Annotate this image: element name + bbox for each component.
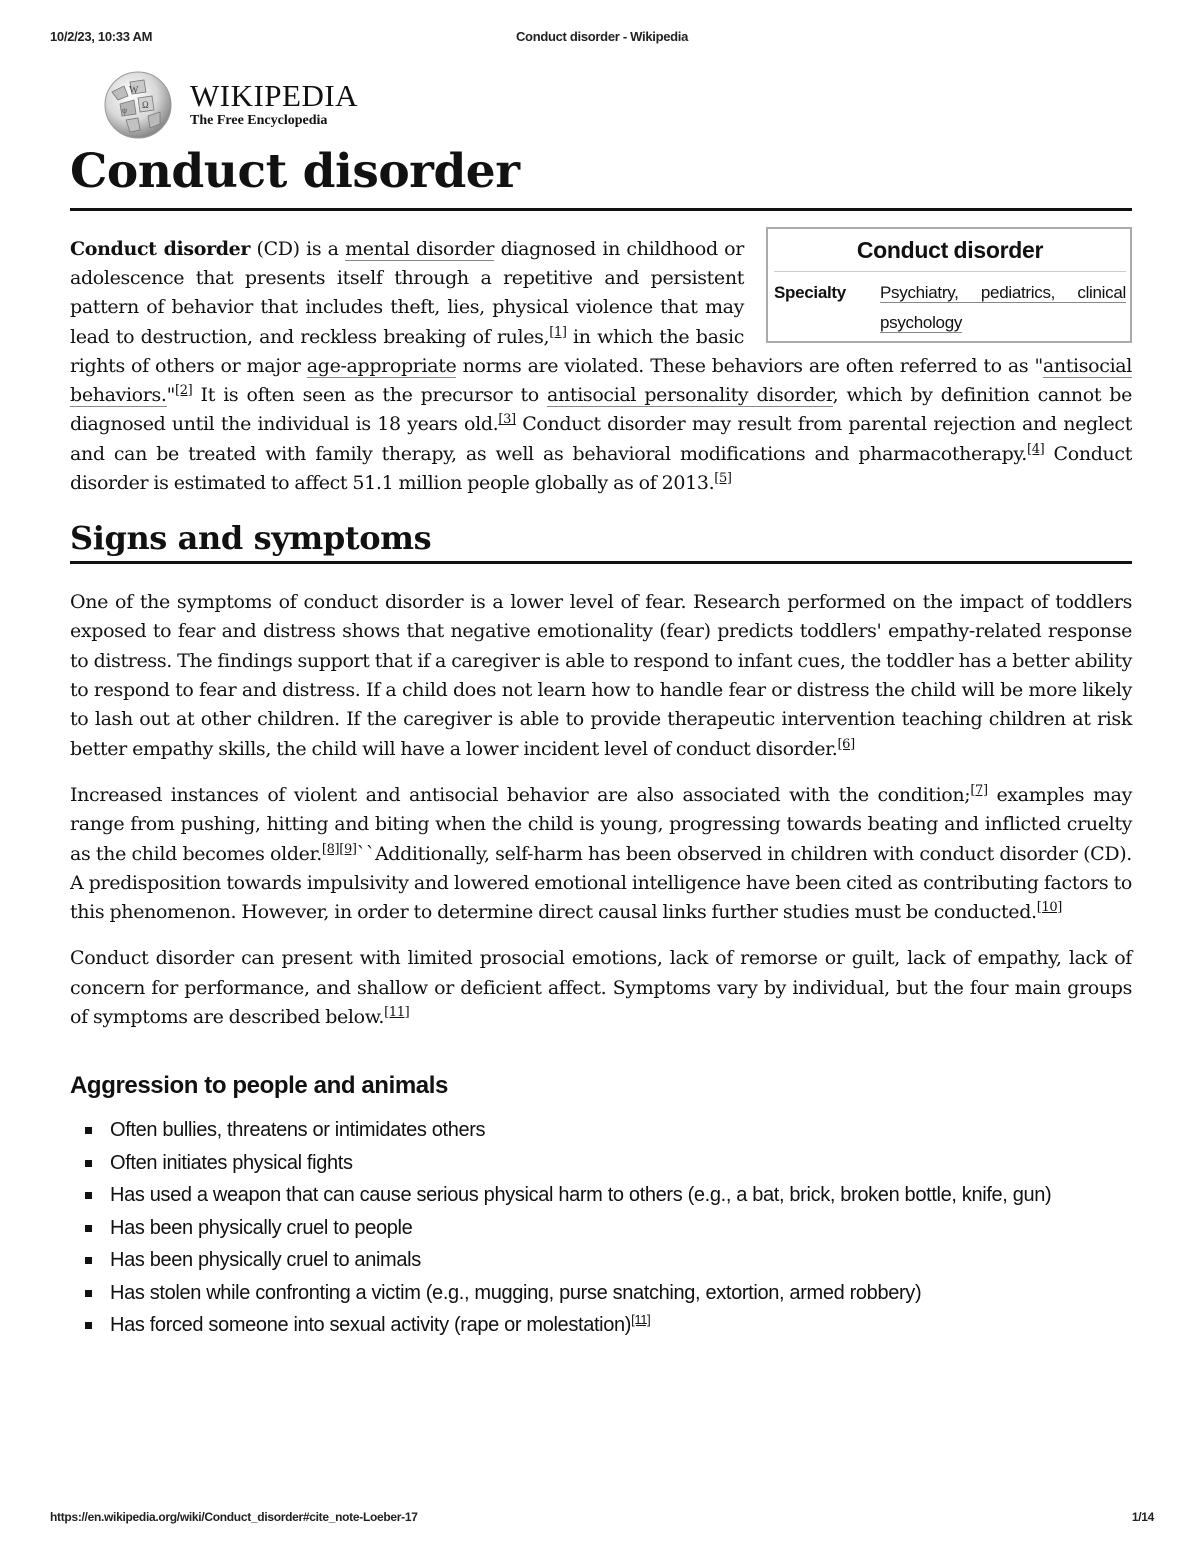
wikipedia-globe-logo[interactable] [98, 70, 178, 140]
print-url: https://en.wikipedia.org/wiki/Conduct_disorder#cite_note-Loeber-17 [50, 1510, 418, 1524]
link-antisocial-behaviors[interactable]: antisocial behaviors. [70, 354, 1132, 407]
print-footer [50, 1510, 1154, 1530]
link-mental-disorder[interactable]: mental disorder [345, 237, 495, 260]
list-item: Often bullies, threatens or intimidates others [106, 1116, 1132, 1144]
ref-4[interactable]: [4] [1026, 441, 1045, 457]
ref-11[interactable]: [11] [384, 1005, 410, 1021]
ref-9[interactable]: [9] [339, 841, 357, 857]
ref-1[interactable]: [1] [549, 324, 567, 340]
ref-8[interactable]: [8] [321, 841, 340, 857]
list-item: Has been physically cruel to people [106, 1214, 1132, 1242]
page-number: 1/14 [1131, 1510, 1154, 1524]
list-item: Has been physically cruel to animals [106, 1246, 1132, 1274]
text: examples may range from pushing, hitting and biting when the child is young, progressing towards beating and inflicted cruelty as the child becomes older. [70, 783, 1132, 865]
signs-paragraph-3 [70, 944, 1132, 1032]
infobox-row-specialty [774, 272, 1126, 338]
text: Conduct disorder may result from parental rejection and neglect and can be treated with family therapy, as well as behavioral modifications and pharmacotherapy. [70, 413, 1132, 465]
article-content [70, 140, 1132, 1344]
ref-10[interactable]: [10] [1036, 900, 1063, 916]
wordmark-tagline: The Free Encyclopedia [190, 113, 328, 128]
text: , which by definition cannot be diagnosed until the individual is 18 years old. [70, 384, 1133, 436]
text: (CD) is a [250, 237, 346, 260]
list-item: Has stolen while confronting a victim (e.g., mugging, purse snatching, extortion, armed robbery) [106, 1279, 1132, 1307]
ref-6[interactable]: [6] [837, 736, 855, 752]
text: Increased instances of violent and antisocial behavior are also associated with the condition; [70, 783, 971, 806]
list-item [106, 1311, 1132, 1339]
print-header [50, 29, 1154, 49]
infobox-value [880, 278, 1126, 338]
specialty-link[interactable]: Psychiatry, pediatrics, clinical psychology [880, 282, 1126, 332]
text: It is often seen as the precursor to [192, 384, 548, 407]
signs-paragraph-2 [70, 781, 1132, 927]
ref-11[interactable]: [11] [631, 1312, 651, 1328]
infobox-title: Conduct disorder [774, 232, 1126, 272]
signs-paragraph-1 [70, 588, 1132, 764]
print-date: 10/2/23, 10:33 AM [50, 29, 153, 44]
text: in which the basic rights of others or major [70, 325, 744, 377]
print-page-title: Conduct disorder - Wikipedia [515, 29, 689, 44]
text: norms are violated. These behaviors are often referred to as " [456, 354, 1043, 377]
link-antisocial-personality-disorder[interactable]: antisocial personality disorder [547, 384, 833, 407]
text: Has forced someone into sexual activity (rape or molestation) [110, 1314, 632, 1337]
svg-text:Ω: Ω [142, 100, 149, 110]
svg-text:ψ: ψ [122, 106, 128, 115]
infobox-label: Specialty [774, 282, 846, 302]
subsection-heading-aggression: Aggression to people and animals [70, 1072, 448, 1100]
section-heading-signs: Signs and symptoms [70, 520, 1132, 564]
text: One of the symptoms of conduct disorder is a lower level of fear. Research performed on the impact of toddlers exposed to fear and distress shows that negative emotionality (fear) predicts toddlers' empathy-related response to distress. The findings support that if a caregiver is able to respond to infant cues, the toddler has a better ability to respond to fear and distress. If a child does not learn how to handle fear or distress the child will be more likely to lash out at other children. If the caregiver is able to provide therapeutic intervention teaching children at risk better empathy skills, the child will have a lower incident level of conduct disorder. [70, 591, 1132, 760]
ref-2[interactable]: [2] [174, 383, 193, 399]
wikipedia-wordmark[interactable] [190, 80, 358, 129]
ref-7[interactable]: [7] [970, 782, 988, 798]
text: diagnosed in childhood or adolescence that presents itself through a repetitive and persistent pattern of behavior that includes theft, lies, physical violence that may lead to destruction, and reckless breaking of rules, [70, 237, 744, 348]
list-item: Has used a weapon that can cause serious physical harm to others (e.g., a bat, brick, broken bottle, knife, gun) [106, 1181, 1132, 1209]
wordmark-name: WIKIPEDIA [190, 78, 359, 113]
text: " [166, 384, 175, 407]
svg-text:W: W [129, 85, 139, 96]
text: Conduct disorder can present with limited prosocial emotions, lack of remorse or guilt, lack of empathy, lack of concern for performance, and shallow or deficient affect. Symptoms vary by individual, but the four main groups of symptoms are described below. [70, 947, 1132, 1029]
link-age-appropriate[interactable]: age-appropriate [306, 354, 457, 377]
list-item: Often initiates physical fights [106, 1149, 1132, 1177]
ref-5[interactable]: [5] [714, 471, 732, 487]
page-title: Conduct disorder [70, 146, 1132, 211]
text: Conduct disorder is estimated to affect 51.1 million people globally as of 2013. [70, 442, 1132, 495]
intro-paragraph [70, 235, 1132, 499]
aggression-list [70, 1116, 1132, 1339]
intro-bold-term: Conduct disorder [70, 237, 251, 260]
text: ``Additionally, self-harm has been observed in children with conduct disorder (CD). A predisposition towards impulsivity and lowered emotional intelligence have been cited as contributing factors to this phenomenon. However, in order to determine direct causal links further studies must be conducted. [70, 842, 1132, 924]
ref-3[interactable]: [3] [498, 412, 516, 428]
infobox [766, 227, 1132, 343]
